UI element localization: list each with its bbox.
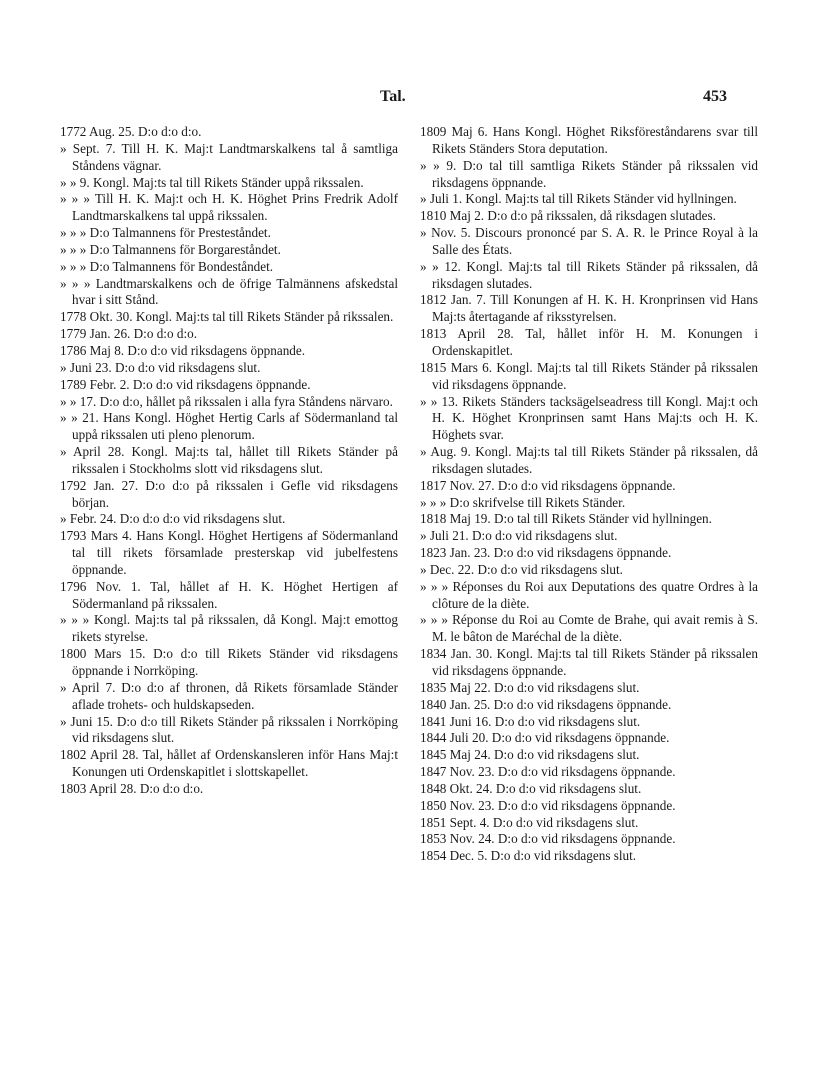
index-entry: » » » Réponse du Roi au Comte de Brahe, qui avait remis à S. M. le bâton de Maréchal de la diète. xyxy=(420,612,758,645)
index-entry: 1840 Jan. 25. D:o d:o vid riksdagens öppnande. xyxy=(420,696,672,712)
index-entry: » » 9. Kongl. Maj:ts tal till Rikets Ständer uppå rikssalen. xyxy=(60,174,364,190)
index-entry: 1786 Maj 8. D:o d:o vid riksdagens öppnande. xyxy=(60,342,306,358)
index-entry: » » 9. D:o tal till samtliga Rikets Ständer på rikssalen vid riksdagens öppnande. xyxy=(420,157,758,190)
index-entry: » » » D:o skrifvelse till Rikets Ständer. xyxy=(420,494,626,510)
index-entry: » » » Till H. K. Maj:t och H. K. Höghet Prins Fredrik Adolf Landtmarskalkens tal uppå rikssalen. xyxy=(60,191,398,224)
index-entry: 1848 Okt. 24. D:o d:o vid riksdagens slut. xyxy=(420,780,642,796)
index-entry: 1851 Sept. 4. D:o d:o vid riksdagens slut. xyxy=(420,814,639,830)
index-entry: 1796 Nov. 1. Tal, hållet af H. K. Höghet Hertigen af Södermanland på rikssalen. xyxy=(60,578,398,611)
index-entry: 1834 Jan. 30. Kongl. Maj:ts tal till Rikets Ständer på rikssalen vid riksdagens öppnande. xyxy=(420,646,758,678)
right-column xyxy=(420,124,758,865)
index-entry: » » 21. Hans Kongl. Höghet Hertig Carls af Södermanland tal uppå rikssalen uti pleno plenorum. xyxy=(60,410,398,443)
index-entry: 1800 Mars 15. D:o d:o till Rikets Ständer vid riksdagens öppnande i Norrköping. xyxy=(60,646,398,678)
index-entry: 1810 Maj 2. D:o d:o på rikssalen, då riksdagen slutades. xyxy=(420,208,716,224)
index-entry: » » » D:o Talmannens för Borgareståndet. xyxy=(60,241,281,257)
index-entry: 1803 April 28. D:o d:o d:o. xyxy=(60,780,204,796)
index-entry: 1847 Nov. 23. D:o d:o vid riksdagens öppnande. xyxy=(420,764,676,780)
index-entry: 1817 Nov. 27. D:o d:o vid riksdagens öppnande. xyxy=(420,477,676,493)
index-entry: 1818 Maj 19. D:o tal till Rikets Ständer vid hyllningen. xyxy=(420,511,712,527)
index-entry: 1841 Juni 16. D:o d:o vid riksdagens slut. xyxy=(420,713,641,729)
index-entry: » April 28. Kongl. Maj:ts tal, hållet till Rikets Ständer på rikssalen i Stockholms slott vid riksdagens slut. xyxy=(60,444,398,476)
index-entry: » Juli 1. Kongl. Maj:ts tal till Rikets Ständer vid hyllningen. xyxy=(420,191,737,207)
index-entry: 1772 Aug. 25. D:o d:o d:o. xyxy=(60,124,202,139)
index-entry: 1850 Nov. 23. D:o d:o vid riksdagens öppnande. xyxy=(420,797,676,813)
index-entry: » Nov. 5. Discours prononcé par S. A. R. le Prince Royal à la Salle des États. xyxy=(420,225,758,257)
index-entry: 1789 Febr. 2. D:o d:o vid riksdagens öppnande. xyxy=(60,376,311,392)
header-title: Tal. xyxy=(380,88,406,105)
running-header xyxy=(0,88,840,112)
page-number: 453 xyxy=(703,88,727,105)
index-entry: 1802 April 28. Tal, hållet af Ordenskansleren inför Hans Maj:t Konungen uti Ordenskapitlet i slottskapellet. xyxy=(60,747,398,780)
index-entry: » » » Réponses du Roi aux Deputations des quatre Ordres à la clôture de la diète. xyxy=(420,578,758,611)
index-entry: 1844 Juli 20. D:o d:o vid riksdagens öppnande. xyxy=(420,730,670,746)
index-entry: » April 7. D:o d:o af thronen, då Rikets församlade Ständer aflade trohets- och huldskapseden. xyxy=(60,679,398,712)
index-entry: 1835 Maj 22. D:o d:o vid riksdagens slut. xyxy=(420,679,640,695)
index-entry: » » 12. Kongl. Maj:ts tal till Rikets Ständer på rikssalen, då riksdagen slutades. xyxy=(420,258,758,291)
index-entry: » » » D:o Talmannens för Bondeståndet. xyxy=(60,258,274,274)
index-entry: » Aug. 9. Kongl. Maj:ts tal till Rikets Ständer på rikssalen, då riksdagen slutades. xyxy=(420,444,758,476)
index-entry: » Juni 15. D:o d:o till Rikets Ständer på rikssalen i Norrköping vid riksdagens slut. xyxy=(60,713,398,746)
index-entry: 1823 Jan. 23. D:o d:o vid riksdagens öppnande. xyxy=(420,545,672,561)
index-entry: 1793 Mars 4. Hans Kongl. Höghet Hertigens af Södermanland tal till rikets församlade presterskap vid jubelfestens öppnande. xyxy=(60,528,398,577)
index-entry: » Febr. 24. D:o d:o d:o vid riksdagens slut. xyxy=(60,511,286,527)
index-entry: » » » Kongl. Maj:ts tal på rikssalen, då Kongl. Maj:t emottog rikets styrelse. xyxy=(60,612,398,645)
index-entry: » Juli 21. D:o d:o vid riksdagens slut. xyxy=(420,528,618,544)
index-entry: 1812 Jan. 7. Till Konungen af H. K. H. Kronprinsen vid Hans Maj:ts återtagande af riksstyrelsen. xyxy=(420,292,758,325)
index-entry: 1845 Maj 24. D:o d:o vid riksdagens slut. xyxy=(420,747,640,763)
index-entry: » Dec. 22. D:o d:o vid riksdagens slut. xyxy=(420,561,623,577)
index-entry: » » 17. D:o d:o, hållet på rikssalen i alla fyra Ståndens närvaro. xyxy=(60,393,393,409)
index-entry: » Juni 23. D:o d:o vid riksdagens slut. xyxy=(60,359,261,375)
index-entry: » » 13. Rikets Ständers tacksägelseadress till Kongl. Maj:t och H. K. Höghet Kronprinsen samt Hans Maj:ts och H. K. Höghets svar. xyxy=(420,393,758,443)
index-entry: 1815 Mars 6. Kongl. Maj:ts tal till Rikets Ständer på rikssalen vid riksdagens öppnande. xyxy=(420,359,758,392)
index-entry: 1778 Okt. 30. Kongl. Maj:ts tal till Rikets Ständer på rikssalen. xyxy=(60,309,394,325)
index-entry: 1809 Maj 6. Hans Kongl. Höghet Riksföreståndarens svar till Rikets Ständers Stora deputation. xyxy=(420,124,758,156)
index-entry: 1779 Jan. 26. D:o d:o d:o. xyxy=(60,326,198,342)
index-entry: 1853 Nov. 24. D:o d:o vid riksdagens öppnande. xyxy=(420,831,676,847)
index-entry: » » » D:o Talmannens för Presteståndet. xyxy=(60,225,271,241)
index-entry: 1813 April 28. Tal, hållet inför H. M. Konungen i Ordenskapitlet. xyxy=(420,326,758,358)
index-entry: » » » Landtmarskalkens och de öfrige Talmännens afskedstal hvar i sitt Stånd. xyxy=(60,275,398,308)
left-column xyxy=(60,124,398,798)
index-entry: » Sept. 7. Till H. K. Maj:t Landtmarskalkens tal å samtliga Ståndens vägnar. xyxy=(60,140,398,173)
index-entry: 1854 Dec. 5. D:o d:o vid riksdagens slut. xyxy=(420,848,637,864)
index-entry: 1792 Jan. 27. D:o d:o på rikssalen i Gefle vid riksdagens början. xyxy=(60,477,398,510)
